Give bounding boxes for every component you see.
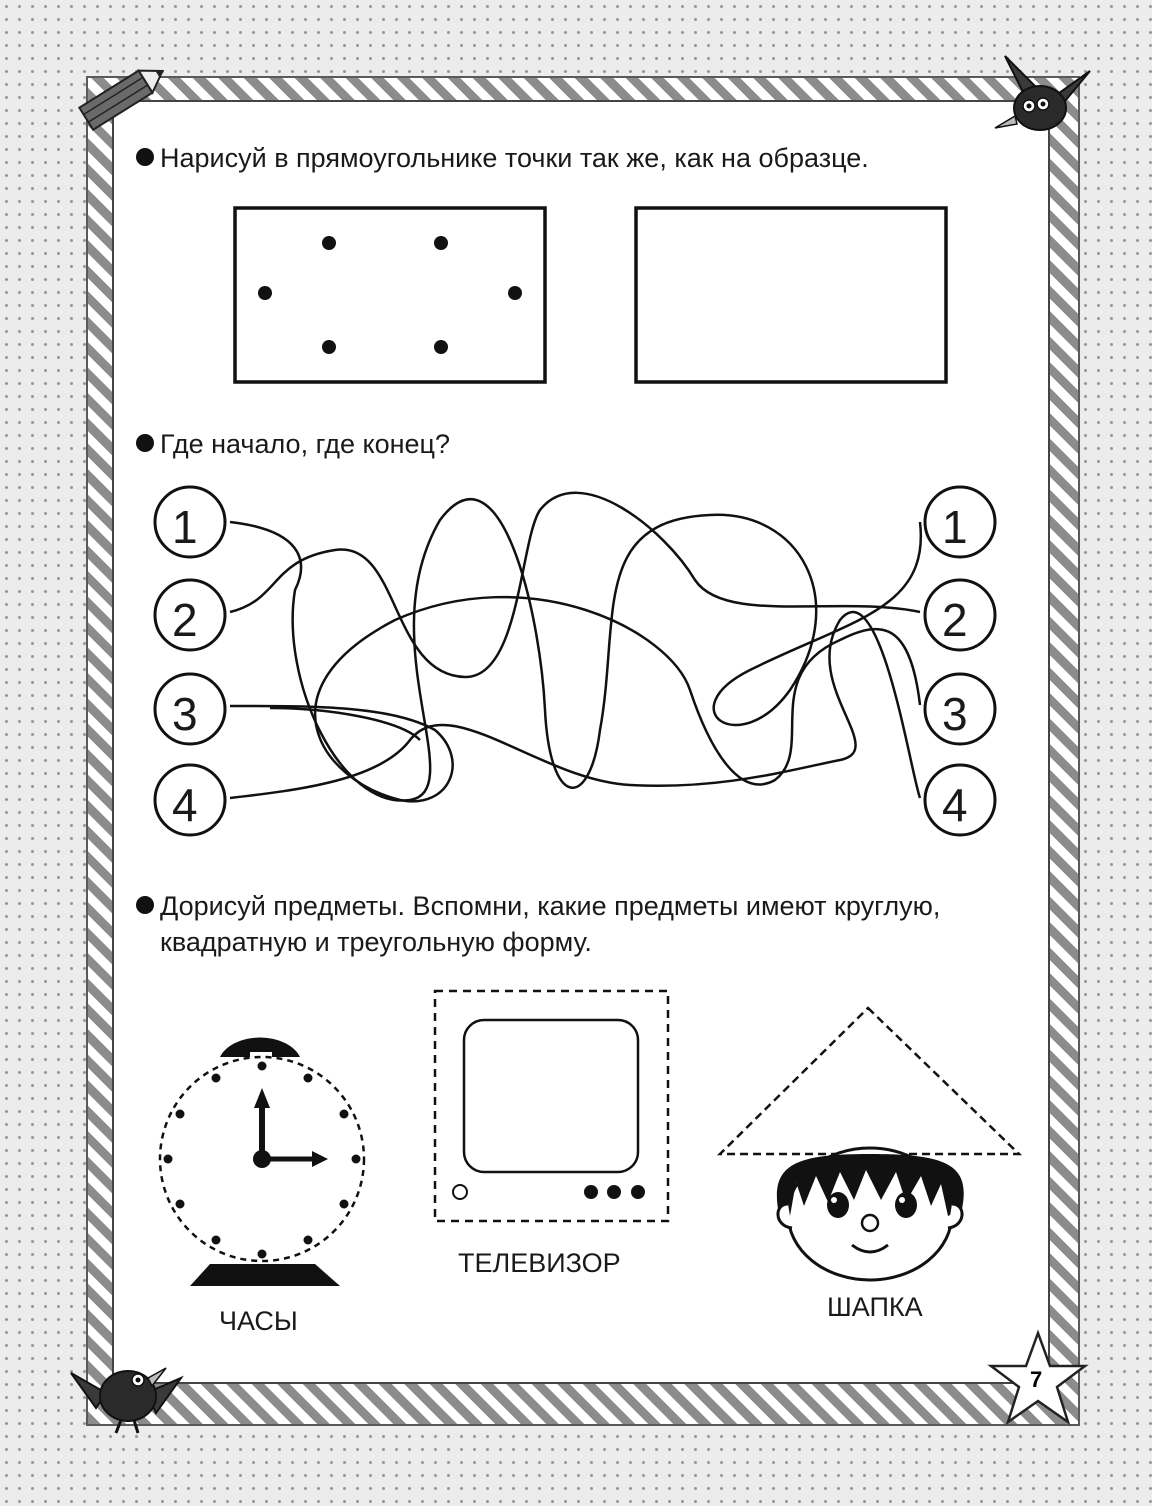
maze-right-number-2: 2 (942, 594, 968, 646)
tangled-lines-maze[interactable] (150, 480, 1010, 830)
page-number: 7 (1030, 1367, 1043, 1392)
bird-icon (985, 46, 1095, 141)
task-text-line-1: Дорисуй предметы. Вспомни, какие предметы имеют круглую, (160, 891, 941, 921)
sample-dot (322, 236, 336, 250)
maze-left-number-4: 4 (172, 779, 198, 831)
pencil-icon (66, 62, 176, 132)
sample-dot (434, 340, 448, 354)
sample-dot (434, 236, 448, 250)
sample-dot (322, 340, 336, 354)
sample-dot (508, 286, 522, 300)
maze-left-number-3: 3 (172, 688, 198, 740)
empty-drawing-rectangle[interactable] (634, 206, 948, 384)
hat-drawing[interactable] (716, 1004, 1026, 1274)
tv-drawing[interactable] (432, 988, 672, 1226)
sample-dot (258, 286, 272, 300)
maze-right-number-3: 3 (942, 688, 968, 740)
maze-left-number-2: 2 (172, 594, 198, 646)
task-text: Где начало, где конец? (160, 429, 451, 459)
bullet-icon (136, 434, 154, 452)
hat-triangle (720, 1008, 1019, 1154)
tv-screen (464, 1020, 638, 1172)
hat-label: ШАПКА (827, 1292, 923, 1322)
clock-label: ЧАСЫ (219, 1306, 298, 1336)
clock-stand-icon (190, 1264, 340, 1286)
task-text: Нарисуй в прямоугольнике точки так же, как на образце. (160, 143, 869, 173)
sample-rectangle (233, 206, 547, 384)
maze-left-number-1: 1 (172, 501, 198, 553)
bird-icon (66, 1338, 186, 1438)
maze-right-number-4: 4 (942, 779, 968, 831)
tv-label: ТЕЛЕВИЗОР (458, 1248, 621, 1278)
task-text-line-2: квадратную и треугольную форму. (160, 927, 592, 957)
task-maze-instruction (136, 426, 450, 462)
task-shapes-instruction (136, 888, 940, 924)
bullet-icon (136, 148, 154, 166)
task-shapes-instruction-cont (136, 924, 592, 960)
clock-drawing[interactable] (150, 1024, 380, 1294)
task-dots-instruction (136, 140, 869, 176)
bullet-icon (136, 896, 154, 914)
maze-right-number-1: 1 (942, 501, 968, 553)
